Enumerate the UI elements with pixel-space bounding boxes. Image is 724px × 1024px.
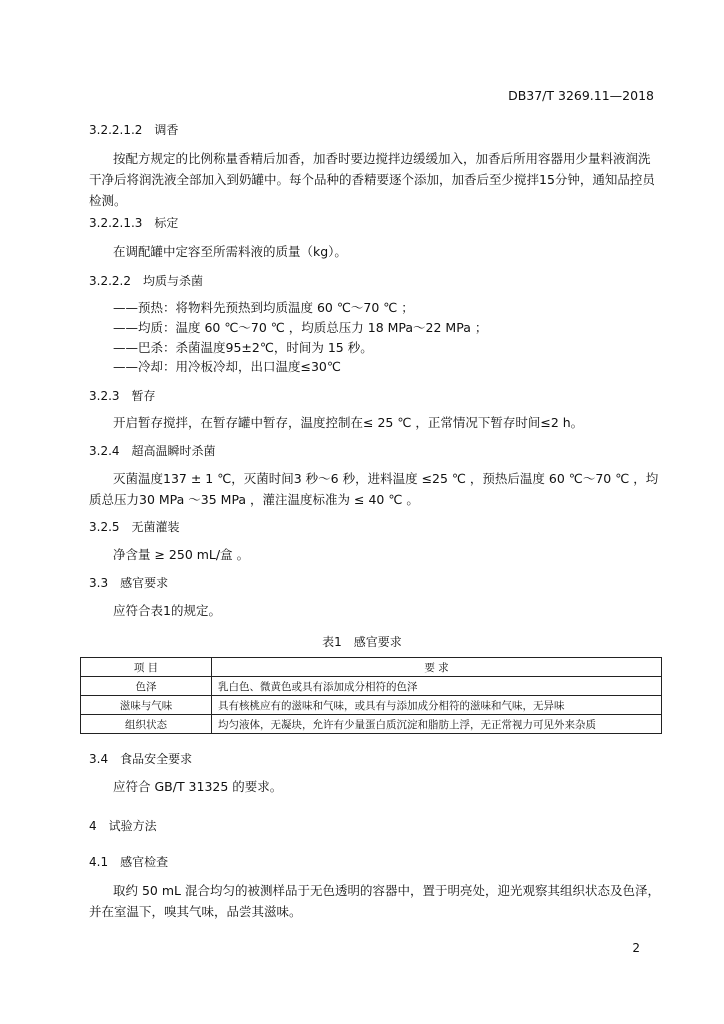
section-heading-3-2-4: 3.2.4 超高温瞬时杀菌 [89,444,216,458]
table-row [81,715,662,734]
table-cell-requirement: 具有核桃应有的滋味和气味，或具有与添加成分相符的滋味和气味，无异味 [212,696,662,715]
section-heading-3-2-2-1-3: 3.2.2.1.3 标定 [89,216,179,230]
paragraph-sensory-ref: 应符合表1的规定。 [113,603,221,618]
paragraph-food-safety: 应符合 GB/T 31325 的要求。 [113,779,283,794]
table-cell-item: 组织状态 [81,715,212,734]
table-cell-requirement: 乳白色、微黄色或具有添加成分相符的色泽 [212,677,662,696]
paragraph-temporary-storage: 开启暂存搅拌，在暂存罐中暂存，温度控制在≤ 25 ℃ ，正常情况下暂存时间≤2 h。 [113,415,584,430]
table-cell-requirement: 均匀液体，无凝块，允许有少量蛋白质沉淀和脂肪上浮，无正常视力可见外来杂质 [212,715,662,734]
list-item-homogenize: ——均质：温度 60 ℃～70 ℃ ，均质总压力 18 MPa～22 MPa ； [113,320,488,335]
paragraph-flavoring: 按配方规定的比例称量香精后加香，加香时要边搅拌边缓缓加入，加香后所用容器用少量料液润洗干净后将润洗液全部加入到奶罐中。每个品种的香精要逐个添加，加香后至少搅拌15分钟，通知品控员检测。 [89,151,655,208]
list-item-pasteurize: ——巴杀：杀菌温度95±2℃，时间为 15 秒。 [113,340,373,355]
section-heading-4: 4 试验方法 [89,819,157,833]
paragraph-calibration: 在调配罐中定容至所需料液的质量（kg）。 [113,244,347,259]
table-header-item: 项 目 [81,658,212,677]
sensory-requirements-table [80,657,662,734]
section-heading-3-4: 3.4 食品安全要求 [89,752,193,766]
section-heading-3-2-2-1-2: 3.2.2.1.2 调香 [89,123,179,137]
document-code: DB37/T 3269.11—2018 [508,88,654,103]
table-header-requirement: 要 求 [212,658,662,677]
section-heading-3-2-3: 3.2.3 暂存 [89,389,156,403]
section-heading-3-2-5: 3.2.5 无菌灌装 [89,520,180,534]
section-heading-3-3: 3.3 感官要求 [89,576,169,590]
table-row [81,696,662,715]
paragraph-uht-sterilization: 灭菌温度137 ± 1 ℃，灭菌时间3 秒～6 秒，进料温度 ≤25 ℃ ，预热后温度 60 ℃～70 ℃ ，均质总压力30 MPa ～35 MPa ，灌注温度标准为 ≤ 40 ℃ 。 [89,471,659,507]
table-header-row [81,658,662,677]
table-row [81,677,662,696]
table-caption: 表1 感官要求 [322,635,402,649]
page-number: 2 [632,941,640,955]
paragraph-sensory-inspection: 取约 50 mL 混合均匀的被测样品于无色透明的容器中，置于明亮处，迎光观察其组织状态及色泽，并在室温下，嗅其气味，品尝其滋味。 [89,883,660,919]
table-cell-item: 滋味与气味 [81,696,212,715]
paragraph-aseptic-filling: 净含量 ≥ 250 mL/盒 。 [113,547,250,562]
list-item-preheat: ——预热：将物料先预热到均质温度 60 ℃～70 ℃ ； [113,300,414,315]
list-item-cooling: ——冷却：用冷板冷却，出口温度≤30℃ [113,359,341,374]
table-cell-item: 色泽 [81,677,212,696]
section-heading-3-2-2-2: 3.2.2.2 均质与杀菌 [89,274,203,288]
section-heading-4-1: 4.1 感官检查 [89,855,169,869]
